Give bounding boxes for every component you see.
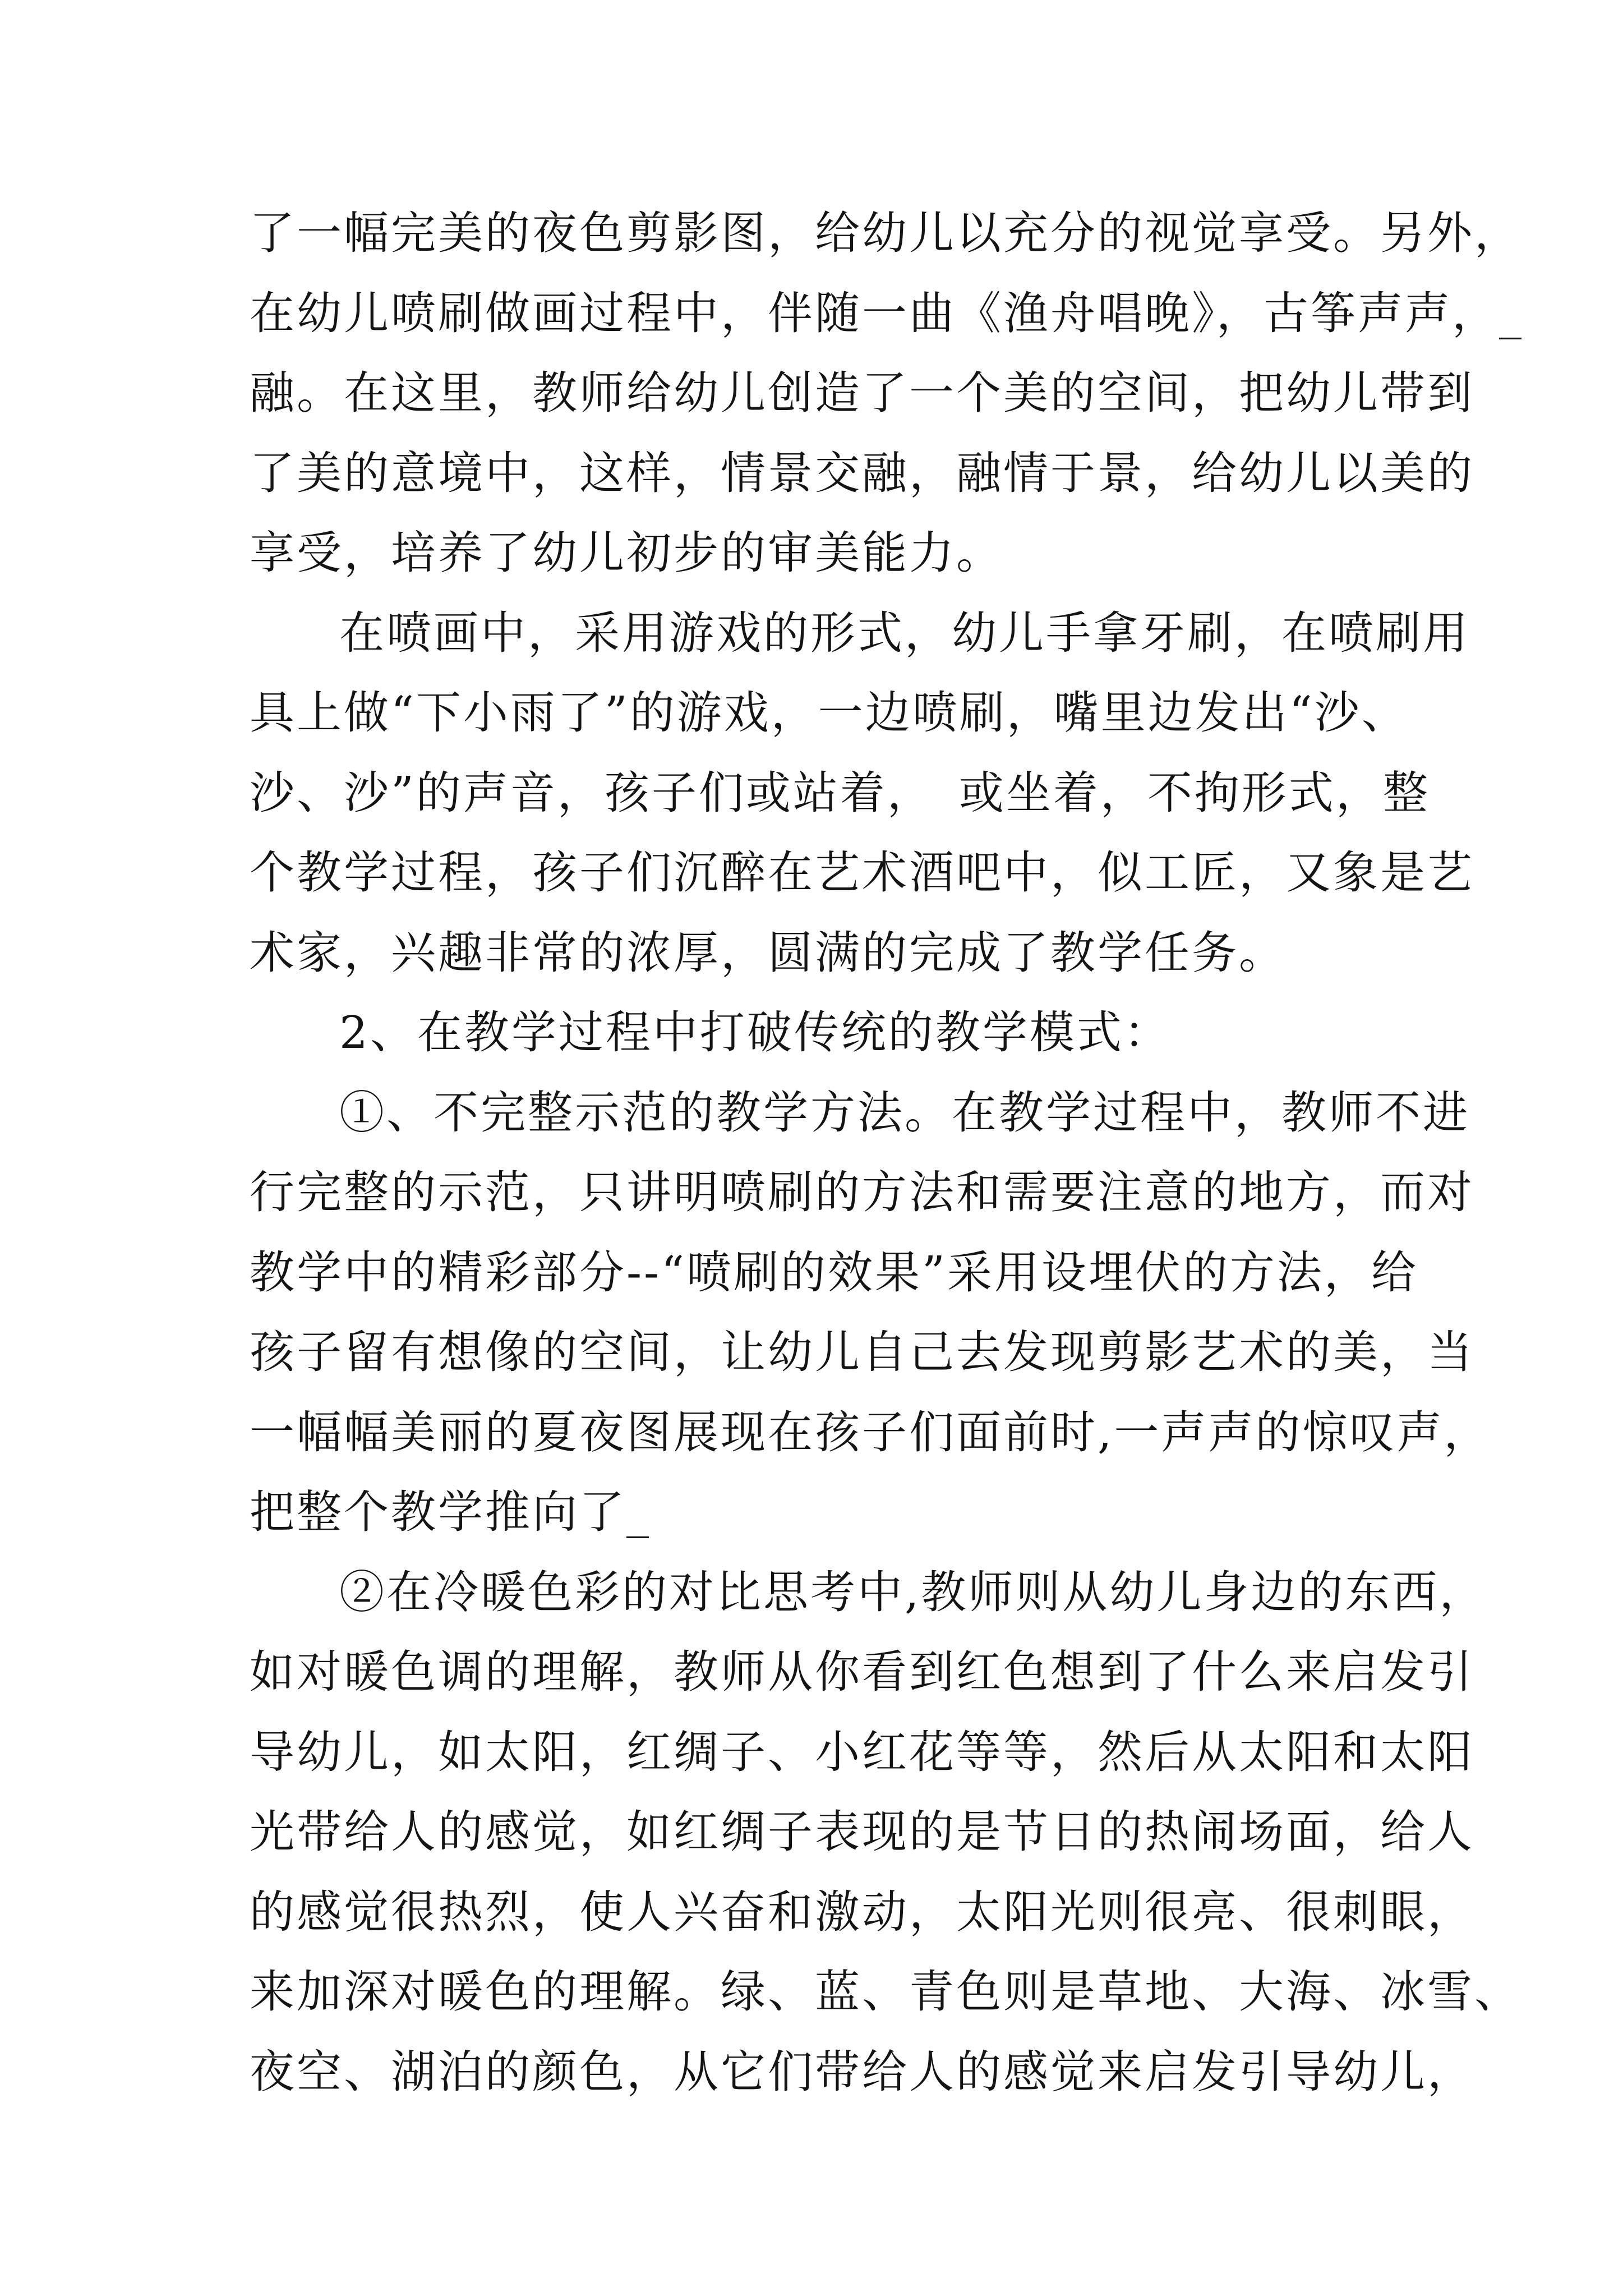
- text-line: 的感觉很热烈，使人兴奋和激动，太阳光则很亮、很刺眼，: [250, 1885, 1474, 1938]
- text-line: 行完整的示范，只讲明喷刷的方法和需要注意的地方，而对: [250, 1166, 1474, 1218]
- text-line: 具上做“下小雨了”的游戏，一边喷刷，嘴里边发出“沙、: [250, 687, 1409, 739]
- text-line: 术家，兴趣非常的浓厚，圆满的完成了教学任务。: [250, 926, 1286, 979]
- body-text: [250, 194, 1524, 2112]
- paragraph-first-line: ①、不完整示范的教学方法。在教学过程中，教师不进: [339, 1086, 1470, 1139]
- text-line: 教学中的精彩部分--“喷刷的效果”采用设埋伏的方法，给: [250, 1246, 1418, 1299]
- text-line: 光带给人的感觉，如红绸子表现的是节日的热闹场面，给人: [250, 1806, 1474, 1858]
- text-line: 孩子留有想像的空间，让幼儿自己去发现剪影艺术的美，当: [250, 1326, 1474, 1378]
- paragraph-first-line: ②在冷暖色彩的对比思考中,教师则从幼儿身边的东西，: [339, 1566, 1487, 1618]
- text-line: 享受，培养了幼儿初步的审美能力。: [250, 527, 1003, 579]
- text-line: 一幅幅美丽的夏夜图展现在孩子们面前时,一声声的惊叹声，: [250, 1406, 1491, 1458]
- text-line: 如对暖色调的理解，教师从你看到红色想到了什么来启发引: [250, 1646, 1474, 1698]
- text-line: 融。在这里，教师给幼儿创造了一个美的空间，把幼儿带到: [250, 367, 1474, 419]
- text-line: 在幼儿喷刷做画过程中，伴随一曲《渔舟唱晚》，古筝声声，_: [250, 287, 1524, 339]
- text-line: 导幼儿，如太阳，红绸子、小红花等等，然后从太阳和太阳: [250, 1726, 1474, 1778]
- text-line: 把整个教学推向了_: [250, 1486, 651, 1538]
- text-line: 个教学过程，孩子们沉醉在艺术酒吧中，似工匠，又象是艺: [250, 846, 1474, 899]
- text-line: 了美的意境中，这样，情景交融，融情于景，给幼儿以美的: [250, 447, 1474, 499]
- text-line: 了一幅完美的夜色剪影图，给幼儿以充分的视觉享受。另外，: [250, 207, 1521, 259]
- text-line: 夜空、湖泊的颜色，从它们带给人的感觉来启发引导幼儿，: [250, 2045, 1474, 2098]
- paragraph-first-line: 在喷画中，采用游戏的形式，幼儿手拿牙刷，在喷刷用: [339, 606, 1470, 659]
- section-heading: 2、在教学过程中打破传统的教学模式：: [339, 1006, 1171, 1059]
- text-line: 沙、沙”的声音，孩子们或站着， 或坐着，不拘形式，整: [250, 766, 1430, 819]
- text-line: 来加深对暖色的理解。绿、蓝、青色则是草地、大海、冰雪、: [250, 1966, 1521, 2018]
